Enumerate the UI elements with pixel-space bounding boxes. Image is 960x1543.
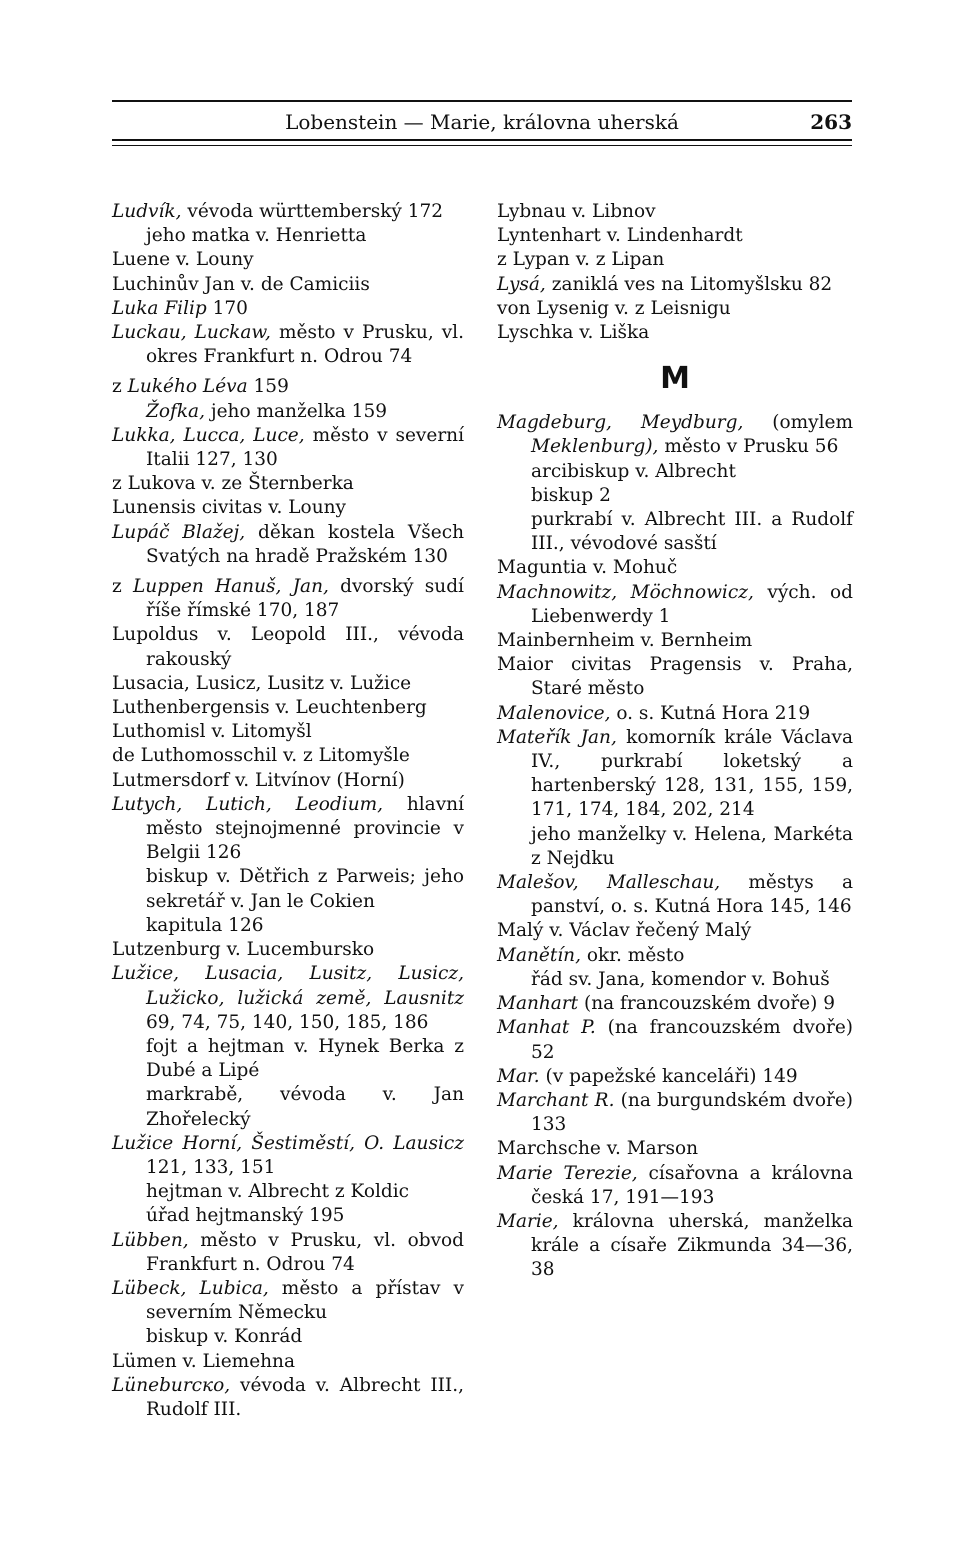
index-entry: Marie Terezie, císařovna a královna česká 17, 191—193 (497, 1162, 854, 1208)
index-subentry: biskup 2 (531, 484, 611, 506)
index-entry: Lyschka v. Liška (497, 322, 650, 344)
index-entry: Lyntenhart v. Lindenhardt (497, 225, 743, 247)
index-entry: Lužice Horní, Šestiměstí, O. Lausicz 121, 133, 151 (112, 1132, 464, 1178)
index-entry: Lübben, město v Prusku, vl. obvod Frankfurt n. Odrou 74 (112, 1229, 464, 1275)
index-entry: Lübeck, Lubica, město a přístav v severním Německu (112, 1277, 464, 1324)
index-entry: Lybnau v. Libnov (497, 201, 656, 222)
index-entry: Lužice, Lusacia, Lusitz, Lusicz, Lužicko, lužická země, Lausnitz 69, 74, 75, 140, 150, 185, 186 (112, 963, 464, 1033)
index-entry: Malešov, Malleschau, městys a panství, o. s. Kutná Hora 145, 146 (497, 872, 853, 918)
running-header (112, 100, 852, 152)
section-letter-heading: M (660, 361, 690, 397)
index-entry: Maguntia v. Mohuč (497, 557, 678, 579)
index-entry: Machnowitz, Möchnowicz, vých. od Liebenwerdy 1 (497, 581, 853, 627)
index-subentry: purkrabí v. Albrecht III. a Rudolf III., vévodové sasští (531, 509, 853, 555)
index-entry: Lümen v. Liemehna (112, 1350, 296, 1372)
index-entry: Luthenbergensis v. Leuchtenberg (112, 697, 427, 719)
index-entry: z Luppen Hanuš, Jan, dvorský sudí říše římské 170, 187 (112, 576, 464, 622)
index-subentry: biskup v. Dětřich z Parweis; jeho sekretář v. Jan le Cokien (146, 866, 464, 912)
index-entry: Manhart (na francouzském dvoře) 9 (497, 993, 835, 1015)
index-entry: Malý v. Václav řečený Malý (497, 920, 752, 942)
index-entry: Magdeburg, Meydburg, (omylem Meklenburg), město v Prusku 56 (497, 412, 853, 458)
index-entry: z Lukova v. ze Šternberka (112, 473, 354, 495)
index-entry: Manětín, okr. město (497, 944, 685, 966)
index-entry: Lupáč Blažej, děkan kostela Všech Svatých na hradě Pražském 130 (112, 521, 464, 567)
index-entry: Lysá, zaniklá ves na Litomyšlsku 82 (497, 273, 833, 295)
index-entry: Lunensis civitas v. Louny (112, 497, 346, 519)
index-entry: Lukka, Lucca, Luce, město v severní Italii 127, 130 (112, 424, 464, 471)
index-entries-m (497, 411, 853, 1282)
index-entry: Marie, královna uherská, manželka krále a císaře Zikmunda 34—36, 38 (497, 1210, 853, 1281)
running-title: Lobenstein — Marie, královna uherská (285, 110, 679, 134)
index-entry: z Lypan v. z Lipan (497, 249, 665, 271)
index-entry: Lutzenburg v. Lucembursko (112, 939, 375, 961)
index-entry: Marchsche v. Marson (497, 1138, 699, 1160)
index-entry: Maior civitas Pragensis v. Praha, Staré město (497, 654, 853, 700)
index-entry: Lupoldus v. Leopold III., vévoda rakouský (112, 624, 464, 670)
index-subentry: úřad hejtmanský 195 (146, 1205, 345, 1227)
index-entry: Luchinův Jan v. de Camiciis (112, 273, 370, 295)
index-entry: Mainbernheim v. Bernheim (497, 630, 753, 652)
index-subentry: kapitula 126 (146, 914, 264, 936)
index-subentry: jeho matka v. Henrietta (146, 225, 367, 247)
index-column-right (497, 200, 853, 1283)
index-entry: Manhat P. (na francouzském dvoře) 52 (497, 1017, 853, 1063)
index-entry: Marchant R. (na burgundském dvoře) 133 (497, 1089, 853, 1136)
index-entry: von Lysenig v. z Leisnigu (497, 297, 731, 319)
index-entry: de Luthomosschil v. z Litomyšle (112, 745, 410, 767)
index-entry: Luka Filip 170 (112, 297, 248, 319)
index-entry: Luene v. Louny (112, 249, 254, 271)
index-entry: Lutmersdorf v. Litvínov (Horní) (112, 769, 405, 791)
index-subentry: jeho manželky v. Helena, Markéta z Nejdku (531, 823, 853, 869)
header-bottom-rule (112, 139, 852, 141)
index-subentry: biskup v. Konrád (146, 1326, 303, 1348)
index-subentry: řád sv. Jana, komendor v. Bohuš (531, 968, 830, 990)
index-entry: Luthomisl v. Litomyšl (112, 721, 312, 743)
index-entry: z Lukého Léva 159 (112, 376, 289, 398)
index-entry: Mar. (v papežské kanceláři) 149 (497, 1065, 798, 1087)
index-entry: Lusacia, Lusicz, Lusitz v. Lužice (112, 672, 412, 694)
index-subentry: Žofka, jeho manželka 159 (146, 400, 387, 422)
index-subentry: fojt a hejtman v. Hynek Berka z Dubé a Lipé (146, 1035, 464, 1082)
index-subentry: hejtman v. Albrecht z Koldic (146, 1181, 410, 1203)
index-entry: Mateřík Jan, komorník krále Václava IV., purkrabí loketský a hartenberský 128, 131, 155, 159, 171, 174, 184, 202, 214 (497, 726, 853, 821)
index-entry: Lüneburско, vévoda v. Albrecht III., Rudolf III. (112, 1374, 464, 1420)
header-bottom-rule-thin (112, 145, 852, 146)
index-entry: Malenovice, o. s. Kutná Hora 219 (497, 702, 811, 724)
index-subentry: markrabě, vévoda v. Jan Zhořelecký (146, 1084, 464, 1130)
index-entry: Lutych, Lutich, Leodium, hlavní město stejnojmenné provincie v Belgii 126 (112, 793, 464, 864)
index-entry: Ludvík, vévoda württemberský 172 (112, 201, 444, 222)
index-entry: Luckau, Luckaw, město v Prusku, vl. okres Frankfurt n. Odrou 74 (112, 322, 464, 368)
header-top-rule (112, 100, 852, 102)
page-number: 263 (810, 110, 852, 134)
index-column-left (112, 200, 464, 1422)
index-entries-l-continued (497, 200, 853, 345)
index-subentry: arcibiskup v. Albrecht (531, 460, 736, 482)
